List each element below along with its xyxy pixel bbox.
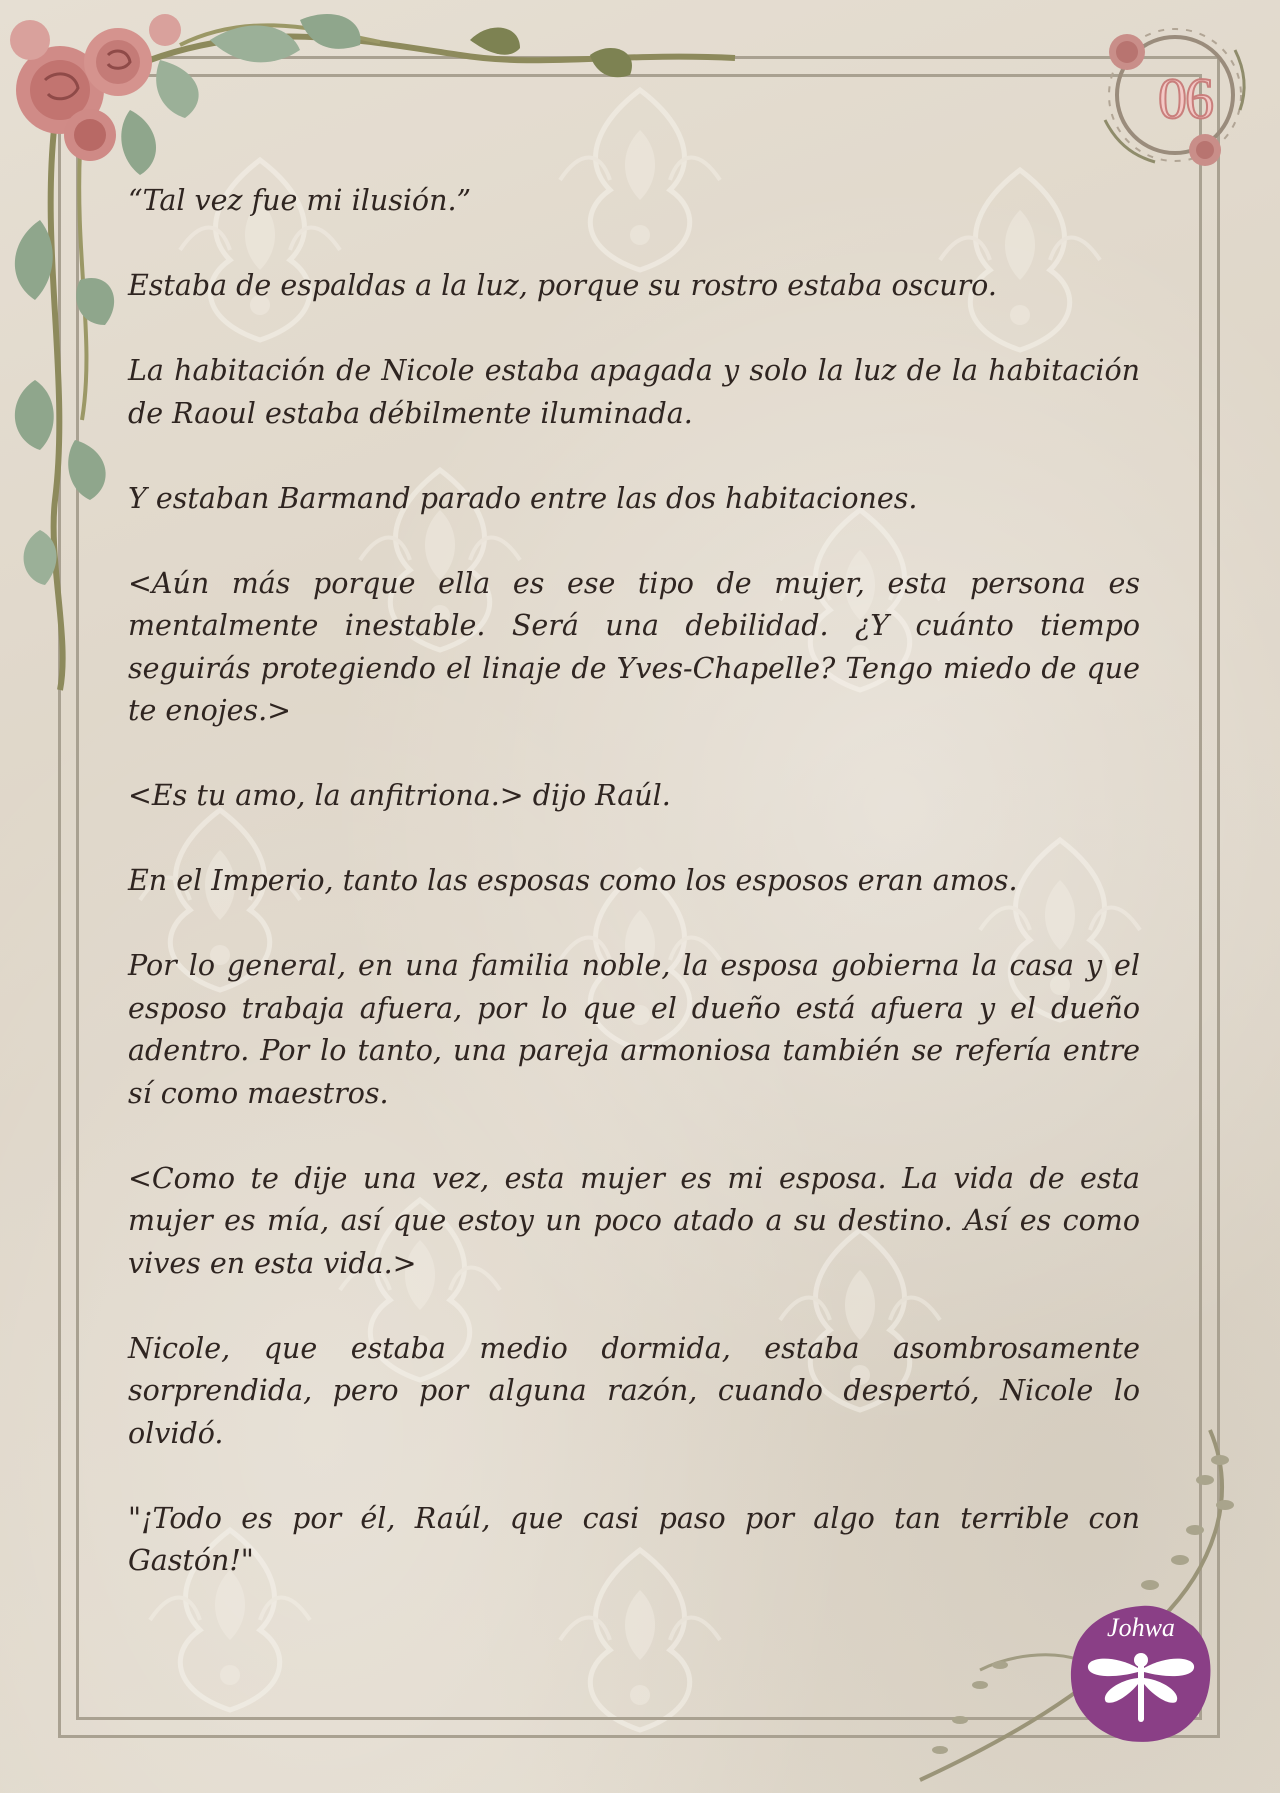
paragraph: Por lo general, en una familia noble, la esposa gobierna la casa y el esposo trabaja afuera, por lo que el dueño está afuera y el dueño adentro. Por lo tanto, una pareja armoniosa también se refería entre sí como maestros. <box>128 949 1140 1110</box>
paragraph: <Como te dije una vez, esta mujer es mi esposa. La vida de esta mujer es mía, así que estoy un poco atado a su destino. Así es como vives en esta vida.> <box>128 1161 1140 1280</box>
paragraph: Y estaban Barmand parado entre las dos habitaciones. <box>128 481 918 515</box>
paragraph: "¡Todo es por él, Raúl, que casi paso por algo tan terrible con Gastón!" <box>128 1501 1140 1577</box>
paragraph: La habitación de Nicole estaba apagada y solo la luz de la habitación de Raoul estaba débilmente iluminada. <box>128 354 1140 430</box>
paragraph: <Es tu amo, la anfitriona.> dijo Raúl. <box>128 779 671 812</box>
paragraph: <Aún más porque ella es ese tipo de mujer, esta persona es mentalmente inestable. Será una debilidad. ¿Y cuánto tiempo seguirás protegiendo el linaje de Yves-Chapelle? Tengo miedo de que te enojes.> <box>128 566 1140 727</box>
paragraph: Estaba de espaldas a la luz, porque su rostro estaba oscuro. <box>128 269 997 302</box>
paragraph: Nicole, que estaba medio dormida, estaba asombrosamente sorprendida, pero por alguna razón, cuando despertó, Nicole lo olvidó. <box>128 1331 1140 1450</box>
paragraph: “Tal vez fue mi ilusión.” <box>128 184 472 217</box>
page-number: 06 <box>1158 65 1212 131</box>
story-text <box>128 180 1140 1583</box>
paragraph: En el Imperio, tanto las esposas como los esposos eran amos. <box>128 864 1018 897</box>
watermark-label: Johwa <box>1107 1613 1175 1642</box>
